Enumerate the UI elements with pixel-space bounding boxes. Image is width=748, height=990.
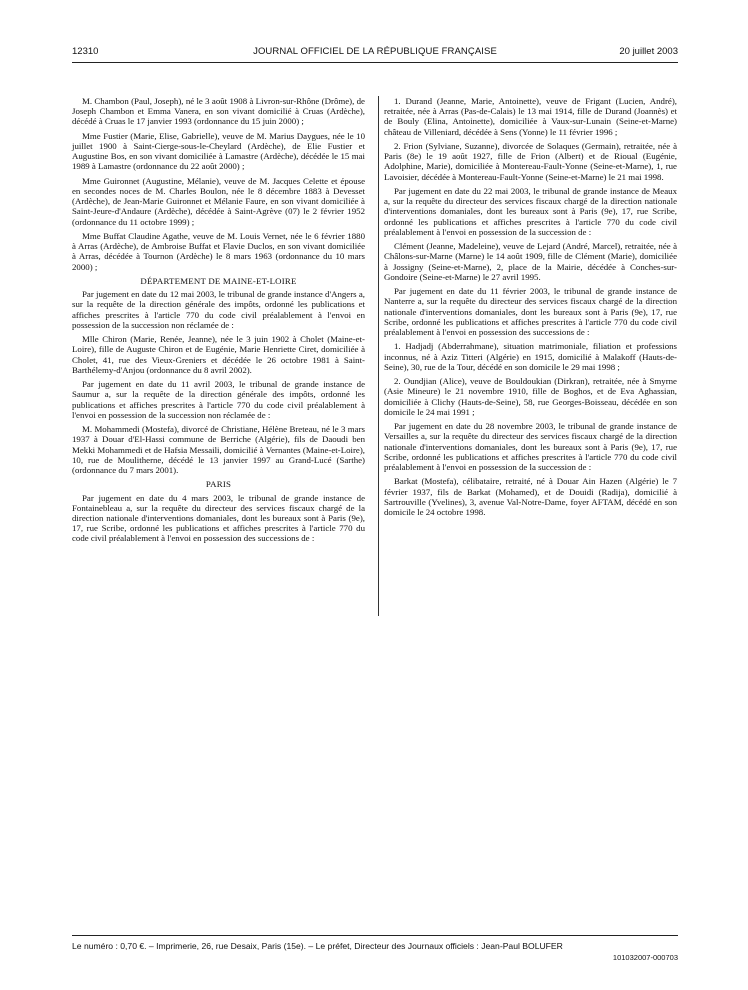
issue-date: 20 juillet 2003 [619,46,678,57]
page-number: 12310 [72,46,99,57]
journal-title: JOURNAL OFFICIEL DE LA RÉPUBLIQUE FRANÇAISE [253,46,497,57]
paragraph: Mlle Chiron (Marie, Renée, Jeanne), née le 3 juin 1902 à Cholet (Maine-et-Loire), fille de Auguste Chiron et de Eugénie, Marie Henriette Ciret, domiciliée à Cholet, 41, rue des Vieux-Greniers et décédée le 26 octobre 1981 à Saint-Barthélemy-d'Anjou (ordonnance du 8 avril 2002). [72,334,365,375]
page-footer [72,941,678,962]
right-column [384,96,677,521]
footer-line: Le numéro : 0,70 €. – Imprimerie, 26, rue Desaix, Paris (15e). – Le préfet, Directeur des Journaux officiels : Jean-Paul BOLUFER [72,941,563,951]
column-divider [378,96,379,616]
paragraph: 2. Oundjian (Alice), veuve de Bouldoukian (Dirkran), retraitée, née à Smyrne (Asie Mineure) le 21 novembre 1910, fille de Boghos, et de Eva Aghassian, domiciliée à Clichy (Hauts-de-Seine), 58, rue Georges-Boisseau, décédée en son domicile le 24 mai 1991 ; [384,376,677,417]
paragraph: Par jugement en date du 11 février 2003, le tribunal de grande instance de Nanterre a, sur la requête du directeur des services fiscaux chargé de la direction nationale d'interventions domaniales, dont les bureaux sont à Paris (9e), 17, rue Scribe, ordonné les publications et affiches prescrites à l'article 770 du code civil préalablement à l'envoi en possession des successions de : [384,286,677,338]
paragraph: Par jugement en date du 11 avril 2003, le tribunal de grande instance de Saumur a, sur la requête de la direction générale des impôts, ordonné les publications et affiches prescrites à l'article 770 du code civil préalablement à l'envoi en possession de la succession non réclamée de : [72,379,365,420]
paragraph: Par jugement en date du 22 mai 2003, le tribunal de grande instance de Meaux a, sur la requête du directeur des services fiscaux chargé de la direction nationale d'interventions domaniales, dont les bureaux sont à Paris (9e), 17, rue Scribe, ordonné les publications et affiches prescrites à l'article 770 du code civil préalablement à l'envoi en possession de la succession de : [384,186,677,237]
paragraph: M. Mohammedi (Mostefa), divorcé de Christiane, Hélène Breteau, né le 3 mars 1937 à Douar d'El-Hassi commune de Berriche (Algérie), fils de Daoudi ben Mekki Mohammedi et de Hafsia Messaili, domicilié à Vernantes (Maine-et-Loire), 10, rue de Moulitherne, décédé le 13 janvier 1997 au Grand-Lucé (Sarthe) (ordonnance du 7 mars 2001). [72,424,365,476]
section-heading: DÉPARTEMENT DE MAINE-ET-LOIRE [140,276,297,286]
footer-rule [72,935,678,936]
section-heading: PARIS [205,479,232,490]
footer-reference: 101032007-000703 [612,953,678,962]
paragraph: Barkat (Mostefa), célibataire, retraité, né à Douar Ain Hazen (Algérie) le 7 février 1937, fils de Barkat (Mohamed), et de Douidi (Radija), domicilié à Sartrouville (Yvelines), 3, avenue Val-Notre-Dame, foyer AFTAM, décédé en son domicile le 24 octobre 1998. [384,476,677,518]
header-rule [72,62,678,63]
paragraph: 1. Durand (Jeanne, Marie, Antoinette), veuve de Frigant (Lucien, André), retraitée, née à Arras (Pas-de-Calais) le 13 mai 1914, fille de Durand (Joannès) et de Bouly (Elina, Antoinette), domiciliée à Vaux-sur-Lunain (Seine-et-Marne) château de Villeniard, décédée à Sens (Yonne) le 11 février 1996 ; [384,96,677,137]
paragraph: Par jugement en date du 4 mars 2003, le tribunal de grande instance de Fontainebleau a, sur la requête du directeur des services fiscaux chargé de la direction nationale d'interventions domaniales, dont les bureaux sont à Paris (9e), 17, rue Scribe, ordonné les publications et affiches prescrites à l'article 770 du code civil préalablement à l'envoi en possession des successions de : [72,492,365,544]
paragraph: Mme Fustier (Marie, Elise, Gabrielle), veuve de M. Marius Daygues, née le 10 juillet 1900 à Saint-Cierge-sous-le-Cheylard (Ardèche), de Elie Fustier et Augustine Bos, en son vivant domiciliée à Lamastre (Ardèche), décédée le 15 mai 1989 à Lamastre (ordonnance du 22 août 2000) ; [72,130,365,172]
paragraph: Par jugement en date du 12 mai 2003, le tribunal de grande instance d'Angers a, sur la requête de la direction générale des impôts, ordonné les publications et affiches prescrites à l'article 770 du code civil préalablement à l'envoi en possession de la succession non réclamée de : [72,289,365,330]
page-header [72,46,678,62]
paragraph: Mme Buffat Claudine Agathe, veuve de M. Louis Vernet, née le 6 février 1880 à Arras (Ardèche), de Ambroise Buffat et Flavie Duclos, en son vivant domiciliée à Arras, décédée à Tournon (Ardèche) le 8 mars 1963 (ordonnance du 10 mars 2000) ; [72,231,365,272]
paragraph: Mme Guironnet (Augustine, Mélanie), veuve de M. Jacques Celette et épouse en secondes noces de M. Charles Boulon, née le 8 décembre 1883 à Devesset (Ardèche), de Jean-Marie Guironnet et Mélanie Faure, en son vivant domiciliée à Saint-Jeure-d'Andaure (Ardèche), décédée à Saint-Agrève (07) le 2 février 1952 (ordonnance du 11 octobre 1999) ; [72,175,365,227]
paragraph: Par jugement en date du 28 novembre 2003, le tribunal de grande instance de Versailles a, sur la requête du directeur des services fiscaux chargé de la direction nationale d'interventions domaniales, dont les bureaux sont à Paris (9e), 17, rue Scribe, ordonné les publications et affiches prescrites à l'article 770 du code civil préalablement à l'envoi en possession de la succession de : [384,421,677,473]
paragraph: M. Chambon (Paul, Joseph), né le 3 août 1908 à Livron-sur-Rhône (Drôme), de Joseph Chambon et Emma Vanera, en son vivant domicilié à Cruas (Ardèche), décédé à Cruas le 17 janvier 1993 (ordonnance du 15 juin 2000) ; [72,96,365,127]
paragraph: Clément (Jeanne, Madeleine), veuve de Lejard (André, Marcel), retraitée, née à Châlons-sur-Marne (Marne) le 14 août 1909, fille de Clément (Marie), domiciliée à Jossigny (Seine-et-Marne), 2, place de la Mairie, décédée à Conches-sur-Gondoire (Seine-et-Marne) le 27 avril 1995. [384,241,677,282]
left-column [72,96,365,548]
paragraph: 1. Hadjadj (Abderrahmane), situation matrimoniale, filiation et professions inconnus, né à Aziz Titteri (Algérie) en 1915, domicilié à Malakoff (Hauts-de-Seine), 30, rue de la Tour, décédé en son domicile le 29 mai 1998 ; [384,341,677,372]
paragraph: 2. Frion (Sylviane, Suzanne), divorcée de Solaques (Germain), retraitée, née à Paris (8e) le 19 août 1927, fille de Frion (Albert) et de Rioual (Eugénie, Adolphine, Marie), domiciliée à Montereau-Fault-Yonne (Seine-et-Marne), 1, rue Lavoisier, décédée à Montereau-Fault-Yonne (Seine-et-Marne) le 21 mai 1998. [384,141,677,182]
